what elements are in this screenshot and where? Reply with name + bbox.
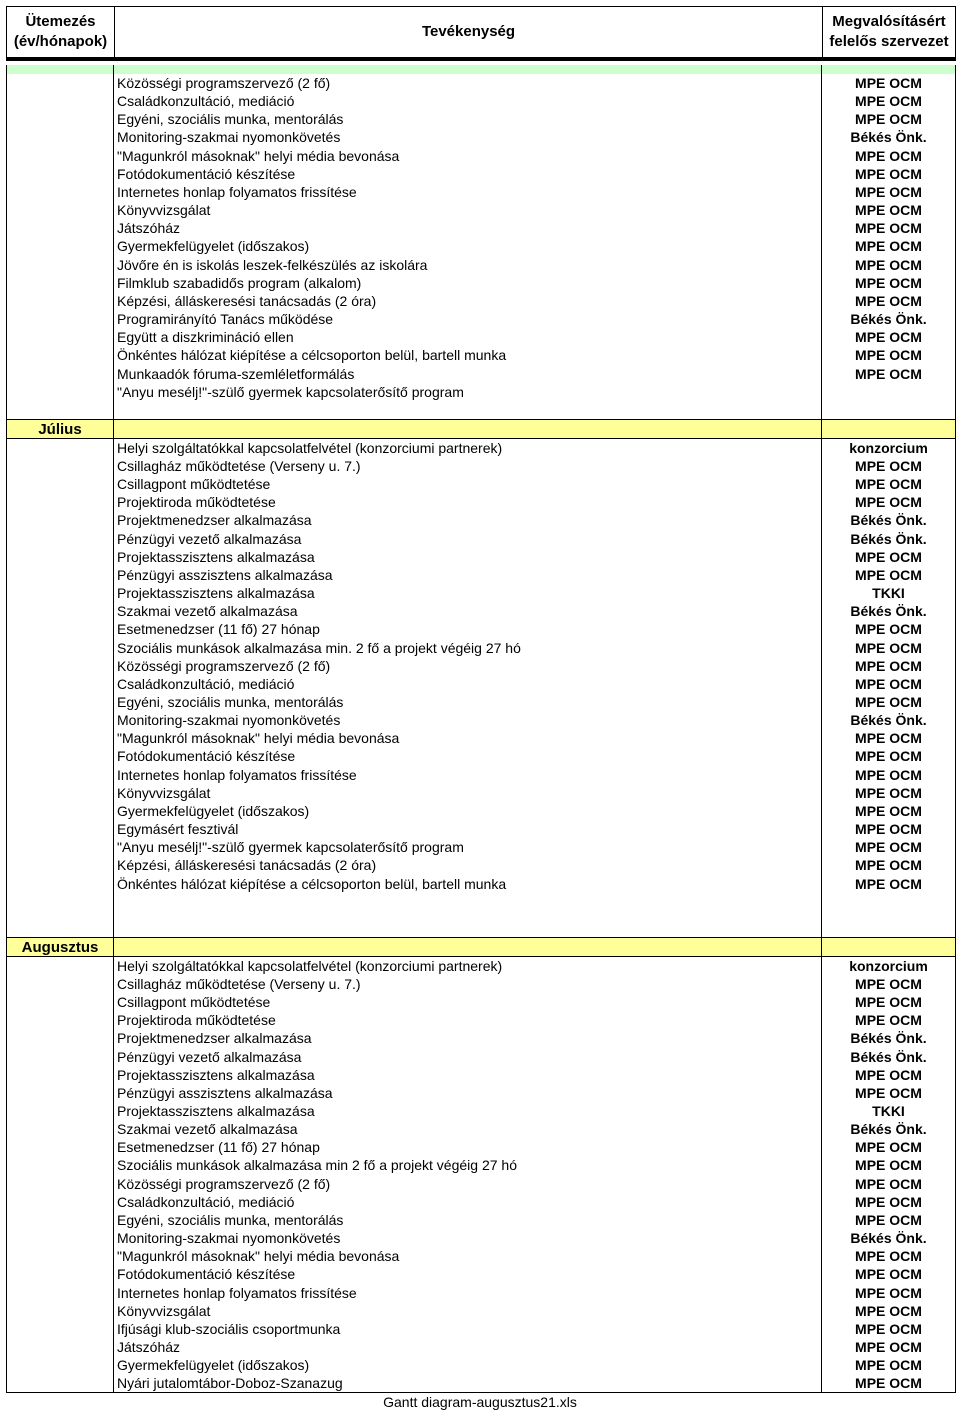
schedule-cell xyxy=(6,1048,114,1066)
table-header xyxy=(6,6,956,58)
activity-cell: Pénzügyi vezető alkalmazása xyxy=(114,1048,822,1066)
responsible-cell: MPE OCM xyxy=(822,548,956,566)
table-row xyxy=(6,365,956,383)
activity-cell: Csillagpont működtetése xyxy=(114,993,822,1011)
table-row xyxy=(6,657,956,675)
activity-cell: Közösségi programszervező (2 fő) xyxy=(114,1175,822,1193)
responsible-cell: MPE OCM xyxy=(822,475,956,493)
responsible-cell: MPE OCM xyxy=(822,1156,956,1174)
responsible-cell: TKKI xyxy=(822,1102,956,1120)
schedule-cell xyxy=(6,1120,114,1138)
responsible-cell: MPE OCM xyxy=(822,620,956,638)
table-row xyxy=(6,711,956,729)
schedule-cell xyxy=(6,993,114,1011)
schedule-cell xyxy=(6,711,114,729)
schedule-cell xyxy=(6,747,114,765)
table-row xyxy=(6,1066,956,1084)
schedule-cell xyxy=(6,1338,114,1356)
table-row xyxy=(6,957,956,975)
header-schedule-line2: (év/hónapok) xyxy=(13,33,108,50)
responsible-cell: MPE OCM xyxy=(822,1011,956,1029)
activity-cell: Projektasszisztens alkalmazása xyxy=(114,548,822,566)
schedule-cell xyxy=(6,766,114,784)
section-2-rows xyxy=(6,439,956,893)
table-row xyxy=(6,92,956,110)
table-row xyxy=(6,1374,956,1392)
responsible-cell xyxy=(822,383,956,401)
responsible-cell: Békés Önk. xyxy=(822,511,956,529)
month-row-julius xyxy=(6,419,956,439)
activity-cell: Szociális munkások alkalmazása min. 2 fő a projekt végéig 27 hó xyxy=(114,639,822,657)
month-label-augusztus: Augusztus xyxy=(6,937,114,957)
schedule-cell xyxy=(6,784,114,802)
activity-cell: "Anyu mesélj!"-szülő gyermek kapcsolaterősítő program xyxy=(114,383,822,401)
responsible-cell: MPE OCM xyxy=(822,92,956,110)
schedule-cell xyxy=(6,1265,114,1283)
table-row xyxy=(6,475,956,493)
table-row xyxy=(6,1120,956,1138)
header-divider xyxy=(6,58,956,65)
activity-cell: Programirányító Tanács működése xyxy=(114,310,822,328)
month-label-julius: Július xyxy=(6,419,114,439)
schedule-cell xyxy=(6,92,114,110)
schedule-cell xyxy=(6,346,114,364)
schedule-cell xyxy=(6,439,114,457)
schedule-cell xyxy=(6,838,114,856)
table-row xyxy=(6,548,956,566)
activity-cell: Egymásért fesztivál xyxy=(114,820,822,838)
responsible-cell: MPE OCM xyxy=(822,219,956,237)
header-responsible-line1: Megvalósításért xyxy=(832,13,946,30)
activity-cell: Csillagház működtetése (Verseny u. 7.) xyxy=(114,457,822,475)
schedule-cell xyxy=(6,1011,114,1029)
schedule-cell xyxy=(6,511,114,529)
schedule-cell xyxy=(6,548,114,566)
responsible-cell: MPE OCM xyxy=(822,838,956,856)
table-row xyxy=(6,256,956,274)
activity-cell: Pénzügyi asszisztens alkalmazása xyxy=(114,1084,822,1102)
activity-cell: Esetmenedzser (11 fő) 27 hónap xyxy=(114,1138,822,1156)
activity-cell: Internetes honlap folyamatos frissítése xyxy=(114,1284,822,1302)
responsible-cell: MPE OCM xyxy=(822,1138,956,1156)
activity-cell: Egyéni, szociális munka, mentorálás xyxy=(114,110,822,128)
activity-cell: Projektmenedzser alkalmazása xyxy=(114,1029,822,1047)
schedule-cell xyxy=(6,530,114,548)
activity-cell: Könyvvizsgálat xyxy=(114,201,822,219)
responsible-cell: MPE OCM xyxy=(822,183,956,201)
responsible-cell: Békés Önk. xyxy=(822,128,956,146)
table-row xyxy=(6,729,956,747)
responsible-cell: MPE OCM xyxy=(822,675,956,693)
responsible-cell: Békés Önk. xyxy=(822,602,956,620)
schedule-cell xyxy=(6,1302,114,1320)
table-row xyxy=(6,110,956,128)
responsible-cell: MPE OCM xyxy=(822,1302,956,1320)
table-row xyxy=(6,766,956,784)
responsible-cell: MPE OCM xyxy=(822,110,956,128)
schedule-cell xyxy=(6,566,114,584)
responsible-cell: MPE OCM xyxy=(822,693,956,711)
responsible-cell: Békés Önk. xyxy=(822,1120,956,1138)
schedule-cell xyxy=(6,292,114,310)
responsible-cell: MPE OCM xyxy=(822,875,956,893)
table-row xyxy=(6,274,956,292)
responsible-cell: MPE OCM xyxy=(822,856,956,874)
table-row xyxy=(6,620,956,638)
table-row xyxy=(6,1102,956,1120)
activity-cell: Helyi szolgáltatókkal kapcsolatfelvétel (konzorciumi partnerek) xyxy=(114,957,822,975)
activity-cell: Játszóház xyxy=(114,1338,822,1356)
responsible-cell: Békés Önk. xyxy=(822,1029,956,1047)
activity-cell: Szakmai vezető alkalmazása xyxy=(114,1120,822,1138)
table-row xyxy=(6,1284,956,1302)
activity-cell: Fotódokumentáció készítése xyxy=(114,165,822,183)
table-row xyxy=(6,820,956,838)
table-row xyxy=(6,1138,956,1156)
schedule-cell xyxy=(6,693,114,711)
schedule-cell xyxy=(6,1284,114,1302)
activity-cell: Szakmai vezető alkalmazása xyxy=(114,602,822,620)
activity-cell: Pénzügyi vezető alkalmazása xyxy=(114,530,822,548)
schedule-cell xyxy=(6,110,114,128)
table-row xyxy=(6,1211,956,1229)
blank-row xyxy=(6,401,956,419)
schedule-cell xyxy=(6,183,114,201)
schedule-cell xyxy=(6,975,114,993)
responsible-cell: MPE OCM xyxy=(822,1356,956,1374)
activity-cell: Családkonzultáció, mediáció xyxy=(114,675,822,693)
table-row xyxy=(6,838,956,856)
activity-cell: Projektasszisztens alkalmazása xyxy=(114,1102,822,1120)
activity-cell: Nyári jutalomtábor-Doboz-Szanazug xyxy=(114,1374,822,1392)
schedule-cell xyxy=(6,310,114,328)
table-row xyxy=(6,493,956,511)
responsible-cell: Békés Önk. xyxy=(822,1048,956,1066)
activity-cell: Helyi szolgáltatókkal kapcsolatfelvétel (konzorciumi partnerek) xyxy=(114,439,822,457)
table-row xyxy=(6,511,956,529)
activity-cell: Együtt a diszkrimináció ellen xyxy=(114,328,822,346)
responsible-cell: MPE OCM xyxy=(822,147,956,165)
activity-cell: "Anyu mesélj!"-szülő gyermek kapcsolaterősítő program xyxy=(114,838,822,856)
responsible-cell: MPE OCM xyxy=(822,1211,956,1229)
activity-cell: Játszóház xyxy=(114,219,822,237)
activity-cell: Esetmenedzser (11 fő) 27 hónap xyxy=(114,620,822,638)
table-row xyxy=(6,346,956,364)
schedule-cell xyxy=(6,219,114,237)
activity-cell: Gyermekfelügyelet (időszakos) xyxy=(114,237,822,255)
activity-cell: Egyéni, szociális munka, mentorálás xyxy=(114,1211,822,1229)
table-row xyxy=(6,165,956,183)
schedule-cell xyxy=(6,383,114,401)
schedule-cell xyxy=(6,457,114,475)
blank-row xyxy=(6,893,956,937)
responsible-cell: MPE OCM xyxy=(822,975,956,993)
responsible-cell: MPE OCM xyxy=(822,1066,956,1084)
schedule-cell xyxy=(6,1356,114,1374)
activity-cell: Monitoring-szakmai nyomonkövetés xyxy=(114,128,822,146)
table-row xyxy=(6,328,956,346)
activity-cell: "Magunkról másoknak" helyi média bevonása xyxy=(114,729,822,747)
responsible-cell: MPE OCM xyxy=(822,201,956,219)
schedule-cell xyxy=(6,165,114,183)
header-activity: Tevékenység xyxy=(115,7,823,57)
responsible-cell: MPE OCM xyxy=(822,1175,956,1193)
responsible-cell: MPE OCM xyxy=(822,328,956,346)
schedule-cell xyxy=(6,147,114,165)
schedule-cell xyxy=(6,1029,114,1047)
schedule-cell xyxy=(6,1229,114,1247)
activity-cell: Önkéntes hálózat kiépítése a célcsoporton belül, bartell munka xyxy=(114,875,822,893)
responsible-cell: MPE OCM xyxy=(822,1084,956,1102)
table-row xyxy=(6,875,956,893)
responsible-cell: MPE OCM xyxy=(822,292,956,310)
schedule-cell xyxy=(6,493,114,511)
table-row xyxy=(6,1011,956,1029)
responsible-cell: MPE OCM xyxy=(822,274,956,292)
responsible-cell: MPE OCM xyxy=(822,1320,956,1338)
responsible-cell: MPE OCM xyxy=(822,729,956,747)
responsible-cell: MPE OCM xyxy=(822,566,956,584)
activity-cell: Képzési, álláskeresési tanácsadás (2 óra) xyxy=(114,292,822,310)
responsible-cell: MPE OCM xyxy=(822,993,956,1011)
activity-cell: Filmklub szabadidős program (alkalom) xyxy=(114,274,822,292)
table-row xyxy=(6,439,956,457)
activity-cell: Képzési, álláskeresési tanácsadás (2 óra) xyxy=(114,856,822,874)
month-row-augusztus xyxy=(6,937,956,957)
schedule-cell xyxy=(6,237,114,255)
activity-cell: Fotódokumentáció készítése xyxy=(114,747,822,765)
activity-cell: Projektasszisztens alkalmazása xyxy=(114,584,822,602)
schedule-cell xyxy=(6,74,114,92)
schedule-cell xyxy=(6,1156,114,1174)
table-row xyxy=(6,1338,956,1356)
activity-cell: Egyéni, szociális munka, mentorálás xyxy=(114,693,822,711)
schedule-cell xyxy=(6,201,114,219)
responsible-cell: MPE OCM xyxy=(822,1338,956,1356)
activity-cell: Projektmenedzser alkalmazása xyxy=(114,511,822,529)
schedule-cell xyxy=(6,1138,114,1156)
activity-cell: Önkéntes hálózat kiépítése a célcsoporton belül, bartell munka xyxy=(114,346,822,364)
responsible-cell: MPE OCM xyxy=(822,1265,956,1283)
section-1-rows xyxy=(6,74,956,401)
schedule-cell xyxy=(6,1066,114,1084)
responsible-cell: MPE OCM xyxy=(822,1193,956,1211)
table-row xyxy=(6,602,956,620)
activity-cell: "Magunkról másoknak" helyi média bevonása xyxy=(114,147,822,165)
responsible-cell: MPE OCM xyxy=(822,802,956,820)
activity-cell: Közösségi programszervező (2 fő) xyxy=(114,74,822,92)
responsible-cell: MPE OCM xyxy=(822,1374,956,1392)
schedule-cell xyxy=(6,1084,114,1102)
activity-cell: Könyvvizsgálat xyxy=(114,784,822,802)
activity-cell: Családkonzultáció, mediáció xyxy=(114,92,822,110)
responsible-cell: MPE OCM xyxy=(822,346,956,364)
responsible-cell: MPE OCM xyxy=(822,820,956,838)
header-responsible-line2: felelős szervezet xyxy=(829,33,949,50)
activity-cell: Internetes honlap folyamatos frissítése xyxy=(114,766,822,784)
table-row xyxy=(6,183,956,201)
table-row xyxy=(6,383,956,401)
schedule-cell xyxy=(6,128,114,146)
schedule-cell xyxy=(6,328,114,346)
table-row xyxy=(6,292,956,310)
schedule-cell xyxy=(6,875,114,893)
activity-cell: Csillagház működtetése (Verseny u. 7.) xyxy=(114,975,822,993)
responsible-cell: MPE OCM xyxy=(822,639,956,657)
responsible-cell: MPE OCM xyxy=(822,1284,956,1302)
activity-cell: Csillagpont működtetése xyxy=(114,475,822,493)
activity-cell: Pénzügyi asszisztens alkalmazása xyxy=(114,566,822,584)
table-row xyxy=(6,584,956,602)
schedule-cell xyxy=(6,256,114,274)
schedule-cell xyxy=(6,584,114,602)
table-row xyxy=(6,237,956,255)
table-row xyxy=(6,219,956,237)
table-row xyxy=(6,1048,956,1066)
schedule-cell xyxy=(6,802,114,820)
activity-cell: Gyermekfelügyelet (időszakos) xyxy=(114,802,822,820)
header-schedule xyxy=(7,7,115,57)
schedule-cell xyxy=(6,602,114,620)
schedule-cell xyxy=(6,657,114,675)
table-row xyxy=(6,128,956,146)
header-responsible xyxy=(823,7,955,57)
schedule-cell xyxy=(6,475,114,493)
table-row xyxy=(6,1356,956,1374)
schedule-cell xyxy=(6,675,114,693)
schedule-cell xyxy=(6,1102,114,1120)
schedule-cell xyxy=(6,365,114,383)
schedule-cell xyxy=(6,1247,114,1265)
table-row xyxy=(6,802,956,820)
responsible-cell: TKKI xyxy=(822,584,956,602)
activity-cell: Monitoring-szakmai nyomonkövetés xyxy=(114,711,822,729)
schedule-cell xyxy=(6,620,114,638)
activity-cell: Gyermekfelügyelet (időszakos) xyxy=(114,1356,822,1374)
table-row xyxy=(6,1229,956,1247)
schedule-cell xyxy=(6,1193,114,1211)
responsible-cell: MPE OCM xyxy=(822,766,956,784)
responsible-cell: MPE OCM xyxy=(822,457,956,475)
table-row xyxy=(6,1302,956,1320)
schedule-cell xyxy=(6,1374,114,1392)
table-row xyxy=(6,74,956,92)
table-row xyxy=(6,530,956,548)
responsible-cell: MPE OCM xyxy=(822,747,956,765)
activity-cell: "Magunkról másoknak" helyi média bevonása xyxy=(114,1247,822,1265)
schedule-cell xyxy=(6,820,114,838)
activity-cell: Munkaadók fóruma-szemléletformálás xyxy=(114,365,822,383)
responsible-cell: konzorcium xyxy=(822,957,956,975)
table-row xyxy=(6,566,956,584)
section-3-rows xyxy=(6,957,956,1393)
table-row xyxy=(6,457,956,475)
table-row xyxy=(6,1193,956,1211)
table-row xyxy=(6,993,956,1011)
responsible-cell: Békés Önk. xyxy=(822,711,956,729)
table-row xyxy=(6,639,956,657)
responsible-cell: MPE OCM xyxy=(822,74,956,92)
table-row xyxy=(6,201,956,219)
table-row xyxy=(6,1029,956,1047)
table-row xyxy=(6,975,956,993)
responsible-cell: konzorcium xyxy=(822,439,956,457)
activity-cell: Könyvvizsgálat xyxy=(114,1302,822,1320)
table-row xyxy=(6,675,956,693)
table-row xyxy=(6,147,956,165)
table-row xyxy=(6,747,956,765)
schedule-cell xyxy=(6,957,114,975)
schedule-cell xyxy=(6,729,114,747)
responsible-cell: MPE OCM xyxy=(822,256,956,274)
schedule-cell xyxy=(6,274,114,292)
responsible-cell: Békés Önk. xyxy=(822,530,956,548)
responsible-cell: Békés Önk. xyxy=(822,310,956,328)
activity-cell: Ifjúsági klub-szociális csoportmunka xyxy=(114,1320,822,1338)
activity-cell: Fotódokumentáció készítése xyxy=(114,1265,822,1283)
header-schedule-line1: Ütemezés xyxy=(25,13,96,30)
schedule-cell xyxy=(6,1175,114,1193)
table-row xyxy=(6,1084,956,1102)
schedule-cell xyxy=(6,856,114,874)
activity-cell: Projektasszisztens alkalmazása xyxy=(114,1066,822,1084)
activity-cell: Monitoring-szakmai nyomonkövetés xyxy=(114,1229,822,1247)
table-row xyxy=(6,856,956,874)
table-row xyxy=(6,1265,956,1283)
table-row xyxy=(6,1175,956,1193)
schedule-cell xyxy=(6,1211,114,1229)
responsible-cell: MPE OCM xyxy=(822,493,956,511)
activity-cell: Közösségi programszervező (2 fő) xyxy=(114,657,822,675)
table-row xyxy=(6,310,956,328)
table-row xyxy=(6,1156,956,1174)
responsible-cell: MPE OCM xyxy=(822,657,956,675)
activity-cell: Projektiroda működtetése xyxy=(114,493,822,511)
table-row xyxy=(6,693,956,711)
activity-cell: Jövőre én is iskolás leszek-felkészülés az iskolára xyxy=(114,256,822,274)
schedule-cell xyxy=(6,1320,114,1338)
responsible-cell: MPE OCM xyxy=(822,784,956,802)
activity-cell: Projektiroda működtetése xyxy=(114,1011,822,1029)
green-band xyxy=(6,65,956,74)
responsible-cell: Békés Önk. xyxy=(822,1229,956,1247)
activity-cell: Internetes honlap folyamatos frissítése xyxy=(114,183,822,201)
table-row xyxy=(6,1247,956,1265)
responsible-cell: MPE OCM xyxy=(822,1247,956,1265)
schedule-cell xyxy=(6,639,114,657)
table-row xyxy=(6,1320,956,1338)
footer-filename: Gantt diagram-augusztus21.xls xyxy=(383,1394,577,1410)
gantt-sheet xyxy=(6,6,956,1393)
activity-cell: Szociális munkások alkalmazása min 2 fő a projekt végéig 27 hó xyxy=(114,1156,822,1174)
responsible-cell: MPE OCM xyxy=(822,365,956,383)
activity-cell: Családkonzultáció, mediáció xyxy=(114,1193,822,1211)
table-row xyxy=(6,784,956,802)
responsible-cell: MPE OCM xyxy=(822,165,956,183)
responsible-cell: MPE OCM xyxy=(822,237,956,255)
